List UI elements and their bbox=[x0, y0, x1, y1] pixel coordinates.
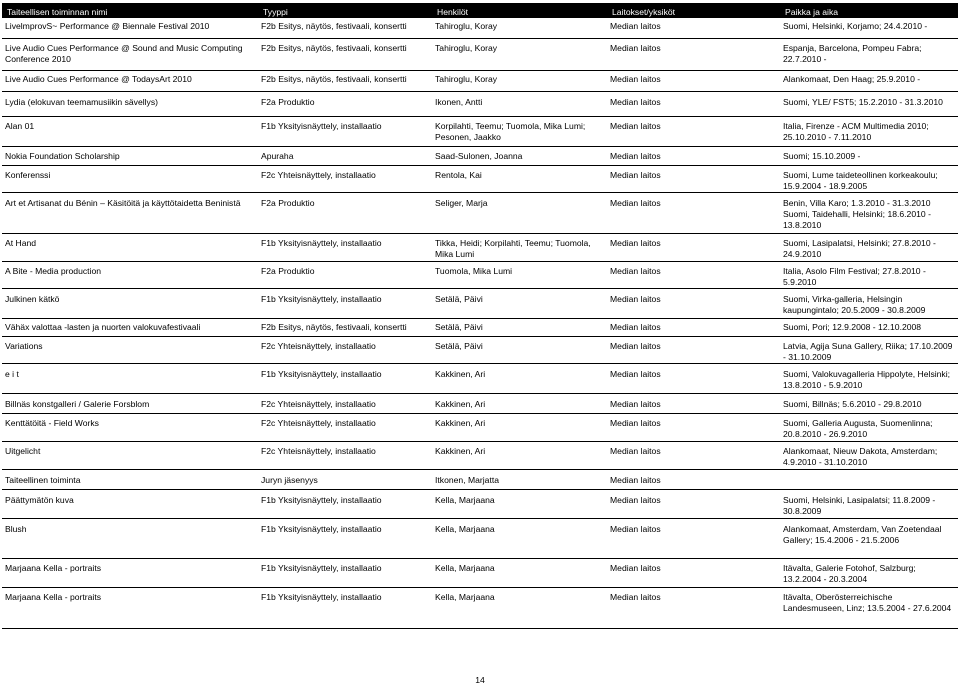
cell-persons: Rentola, Kai bbox=[435, 170, 482, 180]
cell-place-time: Benin, Villa Karo; 1.3.2010 - 31.3.2010 Suomi, Taidehalli, Helsinki; 18.6.2010 - 13.8.2010 bbox=[783, 198, 931, 230]
cell-name: e i t bbox=[5, 369, 19, 379]
header-units: Laitokset/yksiköt bbox=[612, 7, 676, 17]
cell-type: F1b Yksityisnäyttely, installaatio bbox=[261, 238, 382, 248]
cell-unit: Median laitos bbox=[610, 266, 661, 276]
cell-type: F2a Produktio bbox=[261, 97, 315, 107]
row-divider bbox=[2, 165, 958, 166]
cell-unit: Median laitos bbox=[610, 238, 661, 248]
cell-persons: Tahiroglu, Koray bbox=[435, 74, 498, 84]
cell-name: Kenttätöitä - Field Works bbox=[5, 418, 99, 428]
cell-persons: Kella, Marjaana bbox=[435, 592, 495, 602]
cell-place-time: Italia, Firenze - ACM Multimedia 2010; 25.10.2010 - 7.11.2010 bbox=[783, 121, 929, 142]
row-divider bbox=[2, 38, 958, 39]
cell-type: F2b Esitys, näytös, festivaali, konsertti bbox=[261, 74, 407, 84]
cell-name: Julkinen kätkö bbox=[5, 294, 60, 304]
row-divider bbox=[2, 489, 958, 490]
cell-name: LivelmprovS~ Performance @ Biennale Festival 2010 bbox=[5, 21, 210, 31]
row-divider bbox=[2, 441, 958, 442]
row-divider bbox=[2, 288, 958, 289]
cell-unit: Median laitos bbox=[610, 524, 661, 534]
cell-name: Live Audio Cues Performance @ TodaysArt 2010 bbox=[5, 74, 192, 84]
cell-unit: Median laitos bbox=[610, 399, 661, 409]
cell-type: F2c Yhteisnäyttely, installaatio bbox=[261, 446, 376, 456]
row-divider bbox=[2, 192, 958, 193]
cell-persons: Tahiroglu, Koray bbox=[435, 43, 498, 53]
row-divider bbox=[2, 116, 958, 117]
row-divider bbox=[2, 558, 958, 559]
cell-place-time: Suomi, Billnäs; 5.6.2010 - 29.8.2010 bbox=[783, 399, 922, 409]
cell-name: Taiteellinen toiminta bbox=[5, 475, 81, 485]
cell-type: F1b Yksityisnäyttely, installaatio bbox=[261, 121, 382, 131]
cell-name: Marjaana Kella - portraits bbox=[5, 563, 102, 573]
row-divider bbox=[2, 233, 958, 234]
cell-place-time: Suomi, Pori; 12.9.2008 - 12.10.2008 bbox=[783, 322, 922, 332]
cell-place-time: Itävalta, Oberösterreichische Landesmuseen, Linz; 13.5.2004 - 27.6.2004 bbox=[783, 592, 952, 613]
cell-name: Konferenssi bbox=[5, 170, 51, 180]
cell-type: F2c Yhteisnäyttely, installaatio bbox=[261, 399, 376, 409]
cell-place-time: Suomi, Helsinki, Lasipalatsi; 11.8.2009 - 30.8.2009 bbox=[783, 495, 936, 516]
row-divider bbox=[2, 261, 958, 262]
cell-place-time: Alankomaat, Amsterdam, Van Zoetendaal Gallery; 15.4.2006 - 21.5.2006 bbox=[783, 524, 942, 545]
cell-place-time: Alankomaat, Den Haag; 25.9.2010 - bbox=[783, 74, 921, 84]
cell-type: F1b Yksityisnäyttely, installaatio bbox=[261, 592, 382, 602]
cell-type: F2c Yhteisnäyttely, installaatio bbox=[261, 418, 376, 428]
cell-unit: Median laitos bbox=[610, 121, 661, 131]
cell-type: F2c Yhteisnäyttely, installaatio bbox=[261, 341, 376, 351]
header-type: Tyyppi bbox=[263, 7, 288, 17]
cell-unit: Median laitos bbox=[610, 475, 661, 485]
row-divider bbox=[2, 363, 958, 364]
cell-place-time: Espanja, Barcelona, Pompeu Fabra; 22.7.2010 - bbox=[783, 43, 922, 64]
cell-unit: Median laitos bbox=[610, 418, 661, 428]
cell-persons: Korpilahti, Teemu; Tuomola, Mika Lumi; Pesonen, Jaakko bbox=[435, 121, 586, 142]
cell-name: Nokia Foundation Scholarship bbox=[5, 151, 120, 161]
cell-persons: Saad-Sulonen, Joanna bbox=[435, 151, 523, 161]
cell-unit: Median laitos bbox=[610, 563, 661, 573]
cell-type: Juryn jäsenyys bbox=[261, 475, 318, 485]
cell-place-time: Itävalta, Galerie Fotohof, Salzburg; 13.2.2004 - 20.3.2004 bbox=[783, 563, 916, 584]
header-name: Taiteellisen toiminnan nimi bbox=[7, 7, 108, 17]
cell-persons: Kella, Marjaana bbox=[435, 495, 495, 505]
cell-name: Alan 01 bbox=[5, 121, 35, 131]
row-divider bbox=[2, 393, 958, 394]
cell-type: F2b Esitys, näytös, festivaali, konsertti bbox=[261, 322, 407, 332]
cell-place-time: Alankomaat, Nieuw Dakota, Amsterdam; 4.9.2010 - 31.10.2010 bbox=[783, 446, 938, 467]
cell-name: At Hand bbox=[5, 238, 37, 248]
cell-place-time: Suomi, Virka-galleria, Helsingin kaupungintalo; 20.5.2009 - 30.8.2009 bbox=[783, 294, 926, 315]
cell-type: F2c Yhteisnäyttely, installaatio bbox=[261, 170, 376, 180]
row-divider bbox=[2, 318, 958, 319]
cell-name: Variations bbox=[5, 341, 43, 351]
row-divider bbox=[2, 518, 958, 519]
cell-name: Live Audio Cues Performance @ Sound and Music Computing Conference 2010 bbox=[5, 43, 243, 64]
cell-place-time: Suomi; 15.10.2009 - bbox=[783, 151, 861, 161]
row-divider bbox=[2, 628, 958, 629]
header-place-time: Paikka ja aika bbox=[785, 7, 839, 17]
cell-persons: Kakkinen, Ari bbox=[435, 369, 486, 379]
cell-type: F1b Yksityisnäyttely, installaatio bbox=[261, 495, 382, 505]
cell-place-time: Suomi, Helsinki, Korjamo; 24.4.2010 - bbox=[783, 21, 928, 31]
cell-type: F2a Produktio bbox=[261, 198, 315, 208]
page-number: 14 bbox=[475, 675, 485, 685]
cell-unit: Median laitos bbox=[610, 592, 661, 602]
cell-type: F1b Yksityisnäyttely, installaatio bbox=[261, 563, 382, 573]
cell-persons: Setälä, Päivi bbox=[435, 341, 483, 351]
cell-unit: Median laitos bbox=[610, 21, 661, 31]
cell-type: F1b Yksityisnäyttely, installaatio bbox=[261, 369, 382, 379]
cell-name: Marjaana Kella - portraits bbox=[5, 592, 102, 602]
cell-unit: Median laitos bbox=[610, 341, 661, 351]
cell-type: F2b Esitys, näytös, festivaali, konsertti bbox=[261, 43, 407, 53]
cell-persons: Itkonen, Marjatta bbox=[435, 475, 500, 485]
cell-persons: Kakkinen, Ari bbox=[435, 399, 486, 409]
cell-unit: Median laitos bbox=[610, 446, 661, 456]
cell-persons: Ikonen, Antti bbox=[435, 97, 483, 107]
row-divider bbox=[2, 336, 958, 337]
cell-persons: Kella, Marjaana bbox=[435, 524, 495, 534]
cell-name: Lydia (elokuvan teemamusiikin sävellys) bbox=[5, 97, 159, 107]
cell-unit: Median laitos bbox=[610, 74, 661, 84]
cell-persons: Setälä, Päivi bbox=[435, 294, 483, 304]
cell-persons: Tahiroglu, Koray bbox=[435, 21, 498, 31]
cell-place-time: Suomi, Lume taideteollinen korkeakoulu; 15.9.2004 - 18.9.2005 bbox=[783, 170, 938, 191]
cell-unit: Median laitos bbox=[610, 322, 661, 332]
row-divider bbox=[2, 70, 958, 71]
cell-name: Päättymätön kuva bbox=[5, 495, 74, 505]
cell-persons: Setälä, Päivi bbox=[435, 322, 483, 332]
cell-unit: Median laitos bbox=[610, 294, 661, 304]
cell-place-time: Latvia, Agija Suna Gallery, Riika; 17.10.2009 - 31.10.2009 bbox=[783, 341, 953, 362]
cell-name: Vähäx valottaa -lasten ja nuorten valokuvafestivaali bbox=[5, 322, 201, 332]
cell-type: F2b Esitys, näytös, festivaali, konsertti bbox=[261, 21, 407, 31]
cell-persons: Seliger, Marja bbox=[435, 198, 488, 208]
cell-type: F1b Yksityisnäyttely, installaatio bbox=[261, 294, 382, 304]
cell-place-time: Suomi, Galleria Augusta, Suomenlinna; 20.8.2010 - 26.9.2010 bbox=[783, 418, 933, 439]
cell-name: A Bite - Media production bbox=[5, 266, 102, 276]
cell-place-time: Suomi, Lasipalatsi, Helsinki; 27.8.2010 - 24.9.2010 bbox=[783, 238, 936, 259]
cell-name: Art et Artisanat du Bénin – Käsitöitä ja käyttötaidetta Beninistä bbox=[5, 198, 241, 208]
row-divider bbox=[2, 469, 958, 470]
cell-persons: Kakkinen, Ari bbox=[435, 418, 486, 428]
row-divider bbox=[2, 587, 958, 588]
cell-place-time: Suomi, Valokuvagalleria Hippolyte, Helsinki; 13.8.2010 - 5.9.2010 bbox=[783, 369, 951, 390]
cell-unit: Median laitos bbox=[610, 97, 661, 107]
cell-unit: Median laitos bbox=[610, 170, 661, 180]
cell-name: Uitgelicht bbox=[5, 446, 41, 456]
cell-persons: Kakkinen, Ari bbox=[435, 446, 486, 456]
cell-name: Blush bbox=[5, 524, 27, 534]
row-divider bbox=[2, 413, 958, 414]
cell-type: F1b Yksityisnäyttely, installaatio bbox=[261, 524, 382, 534]
cell-unit: Median laitos bbox=[610, 151, 661, 161]
cell-place-time: Italia, Asolo Film Festival; 27.8.2010 - 5.9.2010 bbox=[783, 266, 926, 287]
header-persons: Henkilöt bbox=[437, 7, 469, 17]
row-divider bbox=[2, 91, 958, 92]
cell-unit: Median laitos bbox=[610, 43, 661, 53]
row-divider bbox=[2, 146, 958, 147]
cell-persons: Tikka, Heidi; Korpilahti, Teemu; Tuomola, Mika Lumi bbox=[435, 238, 591, 259]
cell-persons: Tuomola, Mika Lumi bbox=[435, 266, 513, 276]
cell-name: Billnäs konstgalleri / Galerie Forsblom bbox=[5, 399, 150, 409]
cell-persons: Kella, Marjaana bbox=[435, 563, 495, 573]
cell-type: F2a Produktio bbox=[261, 266, 315, 276]
cell-unit: Median laitos bbox=[610, 198, 661, 208]
cell-place-time: Suomi, YLE/ FST5; 15.2.2010 - 31.3.2010 bbox=[783, 97, 943, 107]
cell-type: Apuraha bbox=[261, 151, 294, 161]
cell-unit: Median laitos bbox=[610, 369, 661, 379]
cell-unit: Median laitos bbox=[610, 495, 661, 505]
